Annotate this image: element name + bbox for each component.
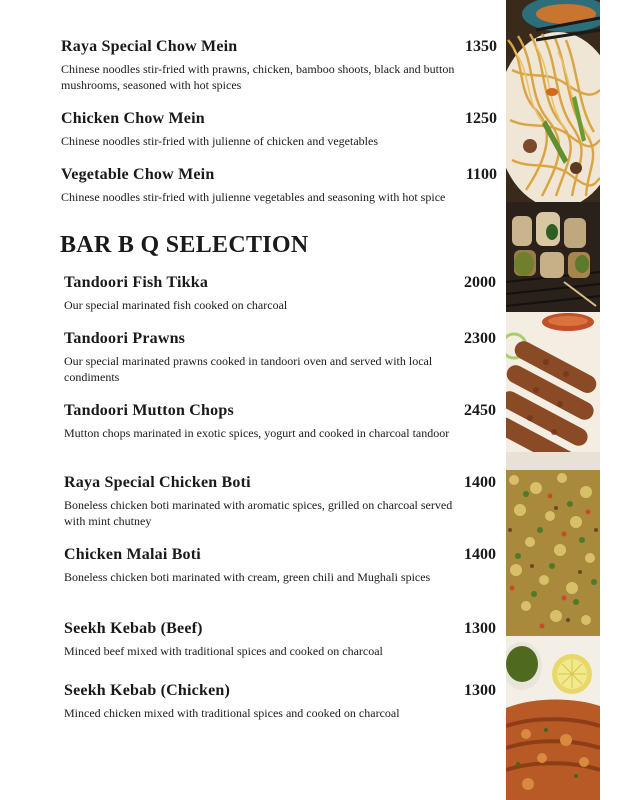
item-name: Chicken Chow Mein [61,110,205,127]
item-description: Chinese noodles stir-fried with prawns, chicken, bamboo shoots, black and button mushrooms, seasoned with hot spices [61,62,455,92]
item-name: Tandoori Prawns [64,330,186,347]
item-description: Minced beef mixed with traditional spices and cooked on charcoal [64,644,383,658]
item-description: Our special marinated fish cooked on charcoal [64,298,288,312]
section-title-bbq: BAR B Q SELECTION [60,232,309,258]
item-description: Boneless chicken boti marinated with cream, green chili and Mughali spices [64,570,431,584]
item-price: 2000 [464,274,496,291]
item-description: Chinese noodles stir-fried with julienne vegetables and seasoning with hot spice [61,190,446,204]
item-name: Vegetable Chow Mein [61,166,215,183]
item-name: Tandoori Mutton Chops [64,402,234,419]
item-name: Chicken Malai Boti [64,546,201,563]
item-description: Chinese noodles stir-fried with julienne of chicken and vegetables [61,134,378,148]
item-price: 1400 [464,474,496,491]
item-name: Seekh Kebab (Beef) [64,620,203,637]
seekh-kebab-photo [506,312,600,470]
item-name: Raya Special Chicken Boti [64,474,251,491]
item-description: Minced chicken mixed with traditional spices and cooked on charcoal [64,706,400,720]
item-description: Boneless chicken boti marinated with aromatic spices, grilled on charcoal served with mint chutney [64,498,453,528]
item-price: 1300 [464,620,496,637]
item-price: 1350 [465,38,497,55]
item-price: 2300 [464,330,496,347]
item-description: Mutton chops marinated in exotic spices, yogurt and cooked in charcoal tandoor [64,426,450,440]
item-price: 1250 [465,110,497,127]
item-price: 1100 [465,166,497,183]
food-photo-strip [506,0,600,800]
item-price: 2450 [464,402,496,419]
grilled-fish-photo [506,636,600,800]
item-description: Our special marinated prawns cooked in tandoori oven and served with local condiments [64,354,433,384]
grilled-skewers-photo [506,202,600,312]
item-price: 1300 [464,682,496,699]
chow-mein-photo [506,0,600,202]
item-price: 1400 [464,546,496,563]
fried-rice-photo [506,470,600,636]
item-name: Seekh Kebab (Chicken) [64,682,230,699]
item-name: Tandoori Fish Tikka [64,274,209,291]
item-name: Raya Special Chow Mein [61,38,238,55]
